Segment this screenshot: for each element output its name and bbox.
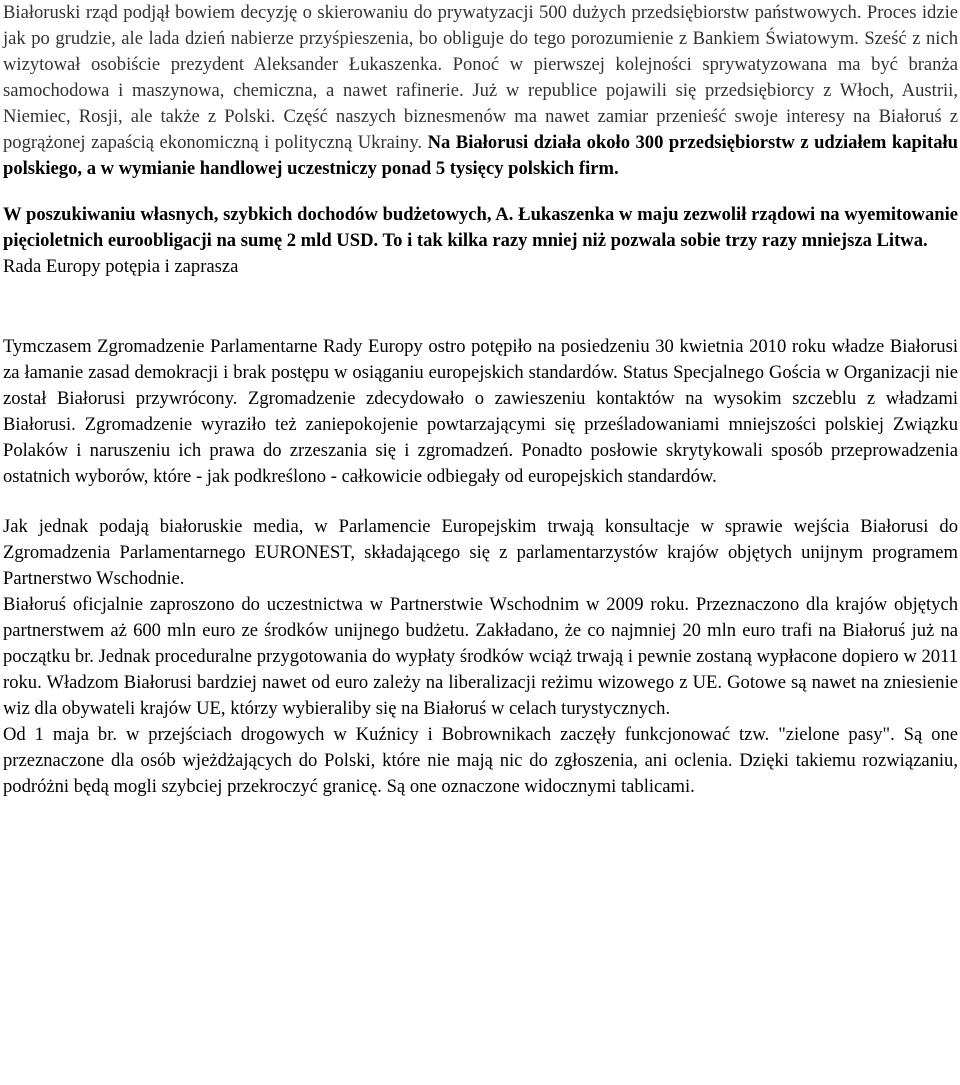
paragraph-eurobonds: W poszukiwaniu własnych, szybkich dochodów budżetowych, A. Łukaszenka w maju zezwolił rządowi na wyemitowanie pięcioletnich euroobligacji na sumę 2 mld USD. To i tak kilka razy mniej niż pozwala sobie trzy razy mniejsza Litwa. bbox=[3, 204, 958, 251]
paragraph-eastern-partnership: Białoruś oficjalnie zaproszono do uczestnictwa w Partnerstwie Wschodnim w 2009 roku. Przeznaczono dla krajów objętych partnerstwem aż 600 mln euro ze środków unijnego budżetu. Zakładano, że co najmniej 20 mln euro trafi na Białoruś już na początku br. Jednak proceduralne przygotowania do wypłaty środków wciąż trwają i pewnie zostaną wypłacone dopiero w 2011 roku. Władzom Białorusi bardziej nawet od euro zależy na liberalizacji reżimu wizowego z UE. Gotowe są nawet na zniesienie wiz dla obywateli krajów UE, którzy wybieraliby się na Białoruś w celach turystycznych. bbox=[3, 594, 958, 719]
paragraph-euronest: Jak jednak podają białoruskie media, w Parlamencie Europejskim trwają konsultacje w sprawie wejścia Białorusi do Zgromadzenia Parlamentarnego EURONEST, składającego się z parlamentarzystów krajów objętych unijnym programem Partnerstwo Wschodnie. bbox=[3, 516, 958, 589]
section-heading: Rada Europy potępia i zaprasza bbox=[3, 256, 239, 277]
paragraph-green-lanes: Od 1 maja br. w przejściach drogowych w Kuźnicy i Bobrownikach zaczęły funkcjonować tzw. "zielone pasy". Są one przeznaczone dla osób wjeżdżających do Polski, które nie mają nic do zgłoszenia, ani oclenia. Dzięki takiemu rozwiązaniu, podróżni będą mogli szybciej przekroczyć granicę. Są one oznaczone widocznymi tablicami. bbox=[3, 724, 958, 797]
paragraph-privatization bbox=[3, 0, 958, 182]
paragraph-council-of-europe: Tymczasem Zgromadzenie Parlamentarne Rady Europy ostro potępiło na posiedzeniu 30 kwietnia 2010 roku władze Białorusi za łamanie zasad demokracji i brak postępu w osiąganiu europejskich standardów. Status Specjalnego Gościa w Organizacji nie został Białorusi przywrócony. Zgromadzenie zdecydowało o zawieszeniu kontaktów na wysokim szczeblu z władzami Białorusi. Zgromadzenie wyraziło też zaniepokojenie powtarzającymi się prześladowaniami mniejszości polskiej Związku Polaków i naruszeniu ich prawa do zrzeszania się i zgromadzeń. Ponadto posłowie skrytykowali sposób przeprowadzenia ostatnich wyborów, które - jak podkreślono - całkowicie odbiegały od europejskich standardów. bbox=[3, 336, 958, 487]
polish-firms-highlight: Na Białorusi działa około 300 przedsiębiorstw z udziałem kapitału polskiego, a w wymianie handlowej uczestniczy ponad 5 tysięcy polskich firm. bbox=[3, 132, 959, 179]
document-page bbox=[3, 0, 958, 800]
privatization-text: Białoruski rząd podjął bowiem decyzję o skierowaniu do prywatyzacji 500 dużych przedsiębiorstw państwowych. Proces idzie jak po grudzie, ale lada dzień nabierze przyśpieszenia, bo obliguje do tego porozumienie z Bankiem Światowym. Sześć z nich wizytował osobiście prezydent Aleksander Łukaszenka. Ponoć w pierwszej kolejności sprywatyzowana ma być branża samochodowa i maszynowa, chemiczna, a nawet rafinerie. Już w republice pojawili się przedsiębiorcy z Włoch, Austrii, Niemiec, Rosji, ale także z Polski. Część naszych biznesmenów ma nawet zamiar przenieść swoje interesy na Białoruś z pogrążonej zapaścią ekonomiczną i polityczną Ukrainy. bbox=[3, 2, 958, 153]
